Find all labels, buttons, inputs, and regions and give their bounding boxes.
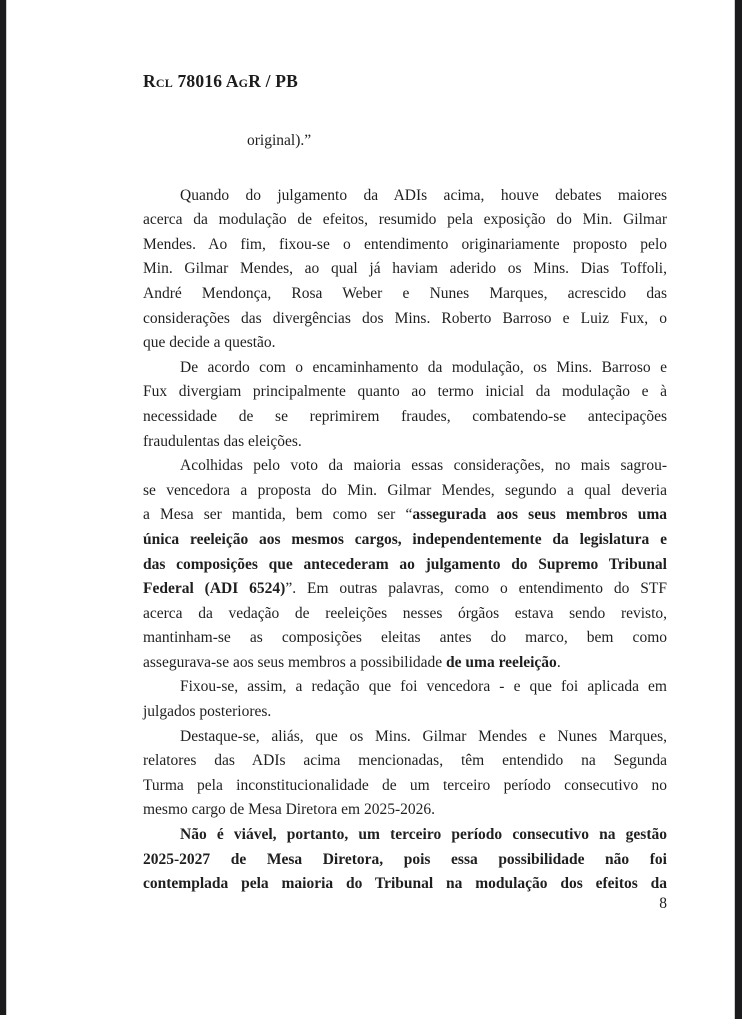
paragraph-line: fraudulentas das eleições. [143,432,302,450]
paragraph-line: Não é viável, portanto, um terceiro período consecutivo na gestão [180,826,667,844]
paragraph-line: Destaque-se, aliás, que os Mins. Gilmar Mendes e Nunes Marques, [180,727,667,745]
paragraph-line: considerações das divergências dos Mins. Roberto Barroso e Luiz Fux, o [143,309,667,327]
paragraph-line: das composições que antecederam ao julgamento do Supremo Tribunal [143,555,667,573]
paragraph-line: Turma pela inconstitucionalidade de um terceiro período consecutivo no [143,776,667,794]
page-number: 8 [659,894,667,912]
paragraph-line: necessidade de se reprimirem fraudes, combatendo-se antecipações [143,407,667,425]
paragraph-line: julgados posteriores. [143,703,272,721]
paragraph-line: Min. Gilmar Mendes, ao qual já haviam aderido os Mins. Dias Toffoli, [143,260,667,278]
paragraph-line: mantinham-se as composições eleitas antes do marco, bem como [143,629,667,647]
paragraph-line: que decide a questão. [143,334,276,352]
paragraph-line: se vencedora a proposta do Min. Gilmar Mendes, segundo a qual deveria [143,481,667,499]
paragraph-line: Federal (ADI 6524)”. Em outras palavras, como o entendimento do STF [143,580,668,598]
paragraph-line: relatores das ADIs acima mencionadas, têm entendido na Segunda [143,752,667,770]
paragraph-line: Fux divergiam principalmente quanto ao termo inicial da modulação e à [143,383,667,401]
document-body [143,184,667,897]
paragraph-line: acerca da modulação de efeitos, resumido pela exposição do Min. Gilmar [143,211,667,229]
paragraph-line: Fixou-se, assim, a redação que foi vencedora - e que foi aplicada em [180,678,667,696]
viewer-edge-right [734,0,742,1019]
paragraph-line: Quando do julgamento da ADIs acima, houve debates maiores [180,186,667,204]
quote-closing-line: original).” [247,132,312,149]
paragraph-line: contemplada pela maioria do Tribunal na modulação dos efeitos da [143,875,667,893]
paragraph-line: De acordo com o encaminhamento da modulação, os Mins. Barroso e [180,358,667,376]
paragraph-line: Acolhidas pelo voto da maioria essas considerações, no mais sagrou- [180,457,667,475]
page-content [143,0,667,916]
paragraph-line: acerca da vedação de reeleições nesses órgãos estava sendo revisto, [143,604,667,622]
paragraph-line: mesmo cargo de Mesa Diretora em 2025-2026. [143,801,435,819]
paragraph-line: assegurava-se aos seus membros a possibilidade de uma reeleição. [143,653,561,671]
viewer-edge-left [0,0,7,1015]
paragraph-line: André Mendonça, Rosa Weber e Nunes Marques, acrescido das [143,284,667,302]
paragraph-line: única reeleição aos mesmos cargos, independentemente da legislatura e [143,530,667,548]
case-header: Rcl 78016 AgR / PB [143,71,299,91]
paragraph-line: 2025-2027 de Mesa Diretora, pois essa possibilidade não foi [143,850,667,868]
paragraph-line: a Mesa ser mantida, bem como ser “assegurada aos seus membros uma [143,506,667,524]
paragraph-line: Mendes. Ao fim, fixou-se o entendimento originariamente proposto pelo [143,235,667,253]
